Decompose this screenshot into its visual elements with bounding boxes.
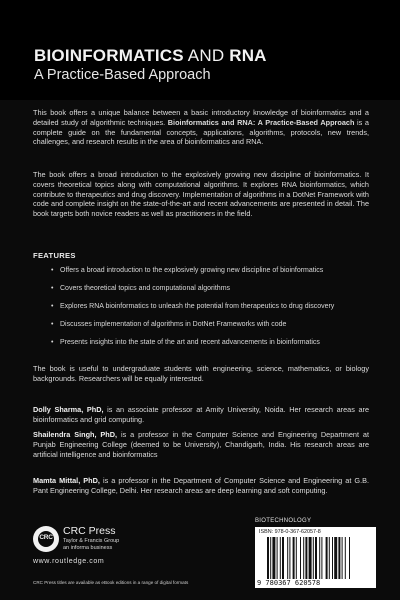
intro-paragraph-1	[33, 108, 369, 147]
barcode-panel	[255, 527, 376, 588]
barcode-icon	[267, 537, 373, 579]
book-subtitle: A Practice-Based Approach	[34, 67, 211, 83]
barcode-digits: 9 780367 620578	[257, 579, 321, 587]
bullet-icon: •	[51, 267, 54, 274]
intro-p1-text-a: This book offers a unique balance between a basic introductory knowledge of bioinformatics and a detailed study of algorithmic techniques.	[33, 108, 369, 127]
publisher-url: www.routledge.com	[33, 558, 105, 565]
publisher-group: Taylor & Francis Group	[63, 538, 120, 544]
author-name: Dolly Sharma, PhD,	[33, 405, 104, 414]
logo-mark-text: CRC	[39, 534, 53, 541]
isbn-label: ISBN: 978-0-367-62057-8	[259, 529, 321, 535]
bullet-icon: •	[51, 321, 54, 328]
author-name: Shailendra Singh, PhD,	[33, 430, 118, 439]
feature-item	[51, 334, 370, 352]
feature-text: Discusses implementation of algorithms in DotNet Frameworks with code	[60, 321, 287, 328]
feature-text: Explores RNA bioinformatics to unleash the potential from therapeutics to drug discovery	[60, 303, 335, 310]
feature-item	[51, 298, 370, 316]
intro-paragraph-2: The book offers a broad introduction to the explosively growing new discipline of bioinformatics. It covers theoretical topics along with computational algorithms. It explores RNA bioinformatics, which contribute to therapeutics and drug discovery. Implementation of algorithms in a DotNet Framework with code and complete insight on the state-of-the-art and recent advancements are presented in detail. The book targets both novice readers as well as practitioners in the field.	[33, 170, 369, 219]
author-bio	[33, 430, 369, 459]
ebook-footnote: CRC Press titles are available as eBook editions in a range of digital formats	[33, 580, 189, 585]
features-list	[51, 262, 370, 352]
author-bio-text: is an associate professor at Amity University, Noida. Her research areas are bioinformatics and grid computing.	[33, 405, 370, 424]
audience-paragraph: The book is useful to undergraduate students with engineering, science, mathematics, or biology backgrounds. Researchers will be equally interested.	[33, 364, 369, 383]
feature-item	[51, 280, 370, 298]
bullet-icon: •	[51, 303, 54, 310]
category-label: BIOTECHNOLOGY	[255, 518, 312, 524]
publisher-name: CRC Press	[63, 525, 116, 537]
author-name: Mamta Mittal, PhD,	[33, 476, 100, 485]
bullet-icon: •	[51, 285, 54, 292]
feature-text: Covers theoretical topics and computational algorithms	[60, 285, 231, 292]
author-bio	[33, 476, 369, 496]
title-end: RNA	[229, 46, 267, 65]
title-block	[34, 46, 384, 84]
feature-text: Presents insights into the state of the art and recent advancements in bioinformatics	[60, 339, 320, 346]
title-main: BIOINFORMATICS	[34, 46, 184, 65]
author-bio-text: is a professor in the Department of Computer Science and Engineering at G.B. Pant Engineering College, Delhi. Her research areas are deep learning and soft computing.	[33, 476, 370, 495]
intro-p1-book-title: Bioinformatics and RNA: A Practice-Based Approach	[167, 117, 355, 127]
feature-item	[51, 262, 370, 280]
crc-logo-icon	[33, 526, 59, 552]
author-bio-text: is a professor in the Computer Science and Engineering Department at Punjab Engineering College (deemed to be University), Chandigarh, India. His research areas are artificial intelligence and bioinformatics	[33, 430, 370, 459]
intro-p1-text-b: is a complete guide on the fundamental concepts, applications, algorithms, protocols, new trends, challenges, and research results in the area of bioinformatics and RNA.	[33, 117, 369, 147]
title-and: AND	[183, 46, 230, 65]
bullet-icon: •	[51, 339, 54, 346]
feature-item	[51, 316, 370, 334]
publisher-tagline: an informa business	[63, 545, 113, 551]
feature-text: Offers a broad introduction to the explosively growing new discipline of bioinformatics	[60, 267, 324, 274]
features-heading: FEATURES	[33, 251, 76, 260]
book-title	[34, 46, 384, 65]
author-bio	[33, 405, 369, 425]
